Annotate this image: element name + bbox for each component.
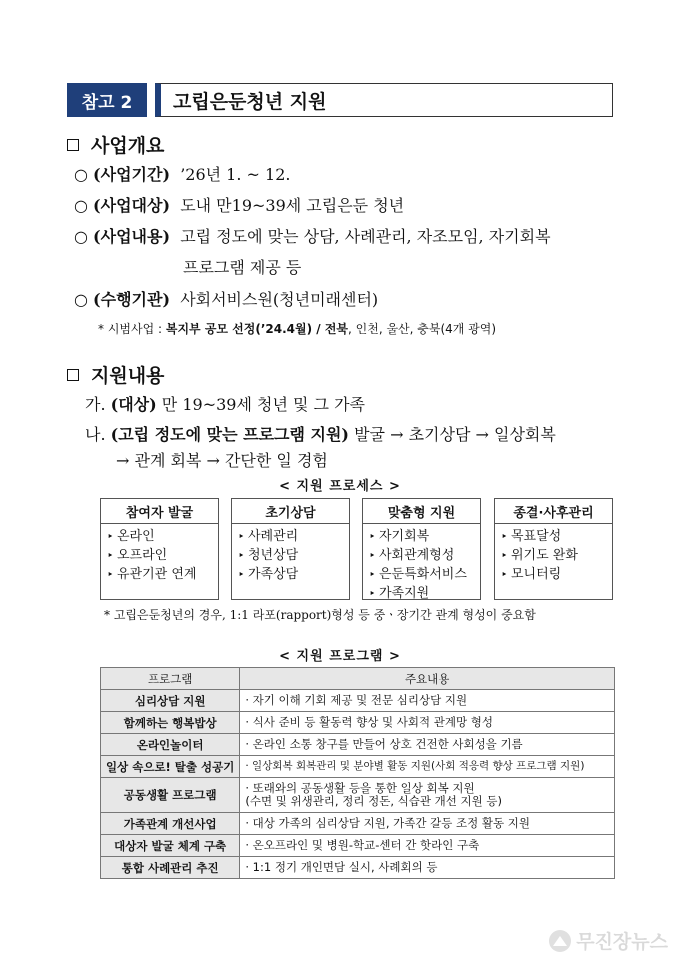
- process-step-custom-support: [362, 498, 481, 600]
- program-desc: · 대상 가족의 심리상담 지원, 가족간 갈등 조정 활동 지원: [240, 813, 615, 835]
- mountain-logo-icon: [549, 930, 571, 952]
- column-header-content: 주요내용: [240, 668, 615, 690]
- document-title: 고립은둔청년 지원: [155, 83, 613, 117]
- program-desc: · 자기 이해 기회 제공 및 전문 심리상담 지원: [240, 690, 615, 712]
- process-step-header: 참여자 발굴: [101, 499, 218, 524]
- program-name: 공동생활 프로그램: [101, 778, 240, 813]
- pilot-note: * 시범사업 : 복지부 공모 선정(’24.4월) / 전북, 인천, 울산, 충북(4개 광역): [98, 322, 497, 336]
- overview-item-content-cont: 프로그램 제공 등: [183, 258, 302, 277]
- process-step-item: ‣ 자기회복: [369, 527, 480, 546]
- rapport-note: * 고립은둔청년의 경우, 1:1 라포(rapport)형성 등 중ㆍ장기간 관계 형성이 중요함: [104, 608, 536, 622]
- program-name: 온라인놀이터: [101, 734, 240, 756]
- programs-title: < 지원 프로그램 >: [279, 649, 401, 664]
- support-item-program-cont: → 관계 회복 → 간단한 일 경험: [116, 451, 328, 470]
- section-heading-overview: 사업개요: [67, 131, 164, 158]
- program-desc-line1: · 또래와의 공동생활 등을 통한 일상 회복 지원: [245, 781, 475, 795]
- process-step-followup: [494, 498, 613, 600]
- support-item-target: 가. (대상) 만 19~39세 청년 및 그 가족: [85, 395, 365, 414]
- program-name: 가족관계 개선사업: [101, 813, 240, 835]
- overview-item-agency: ○ (수행기관) 사회서비스원(청년미래센터): [74, 290, 379, 309]
- table-row: [101, 778, 615, 813]
- table-row: [101, 756, 615, 778]
- program-desc-line2: (수면 및 위생관리, 정리 정돈, 식습관 개선 지원 등): [245, 794, 502, 808]
- table-row: [101, 712, 615, 734]
- program-name: 함께하는 행복밥상: [101, 712, 240, 734]
- table-row: [101, 857, 615, 879]
- watermark-text: 무진장뉴스: [576, 931, 668, 953]
- document-header: [67, 83, 613, 117]
- program-desc: · 1:1 정기 개인면담 실시, 사례회의 등: [240, 857, 615, 879]
- process-step-item: ‣ 사례관리: [238, 527, 349, 546]
- table-row: [101, 734, 615, 756]
- square-bullet-icon: [67, 139, 79, 151]
- process-step-item: ‣ 온라인: [107, 527, 218, 546]
- programs-table: [100, 667, 615, 879]
- square-bullet-icon: [67, 369, 79, 381]
- overview-item-period: ○ (사업기간) ’26년 1. ~ 12.: [74, 165, 291, 184]
- overview-item-content: ○ (사업내용) 고립 정도에 맞는 상담, 사례관리, 자조모임, 자기회복: [74, 227, 551, 246]
- program-desc: · 식사 준비 등 활동력 향상 및 사회적 관계망 형성: [240, 712, 615, 734]
- process-step-item: ‣ 오프라인: [107, 546, 218, 565]
- table-row: [101, 813, 615, 835]
- process-step-item: ‣ 사회관계형성: [369, 546, 480, 565]
- program-name: 통합 사례관리 추진: [101, 857, 240, 879]
- process-step-item: ‣ 유관기관 연계: [107, 565, 218, 584]
- process-step-discovery: [100, 498, 219, 600]
- process-step-item: ‣ 은둔특화서비스: [369, 565, 480, 584]
- process-step-item: ‣ 청년상담: [238, 546, 349, 565]
- process-step-item: ‣ 위기도 완화: [501, 546, 612, 565]
- reference-tag: 참고 2: [67, 83, 147, 117]
- program-name: 일상 속으로! 탈출 성공기: [101, 756, 240, 778]
- process-step-header: 초기상담: [232, 499, 349, 524]
- process-step-header: 종결·사후관리: [495, 499, 612, 524]
- program-desc: [240, 778, 615, 813]
- program-desc: · 온오프라인 및 병원-학교-센터 간 핫라인 구축: [240, 835, 615, 857]
- column-header-program: 프로그램: [101, 668, 240, 690]
- process-step-item: ‣ 목표달성: [501, 527, 612, 546]
- section-heading-support: 지원내용: [67, 361, 164, 388]
- program-name: 대상자 발굴 체계 구축: [101, 835, 240, 857]
- table-header-row: [101, 668, 615, 690]
- table-row: [101, 690, 615, 712]
- program-desc: · 일상회복 회복관리 및 분야별 활동 지원(사회 적응력 향상 프로그램 지원): [240, 756, 615, 778]
- program-desc: · 온라인 소통 창구를 만들어 상호 건전한 사회성을 기름: [240, 734, 615, 756]
- support-item-program: 나. (고립 정도에 맞는 프로그램 지원) 발굴 → 초기상담 → 일상회복: [85, 425, 556, 444]
- process-step-initial-counseling: [231, 498, 350, 600]
- process-title: < 지원 프로세스 >: [279, 479, 401, 494]
- process-step-header: 맞춤형 지원: [363, 499, 480, 524]
- program-name: 심리상담 지원: [101, 690, 240, 712]
- table-row: [101, 835, 615, 857]
- process-step-item: ‣ 모니터링: [501, 565, 612, 584]
- process-step-item: ‣ 가족상담: [238, 565, 349, 584]
- process-step-item: ‣ 가족지원: [369, 584, 480, 603]
- overview-item-target: ○ (사업대상) 도내 만19~39세 고립은둔 청년: [74, 196, 405, 215]
- watermark: [549, 927, 668, 954]
